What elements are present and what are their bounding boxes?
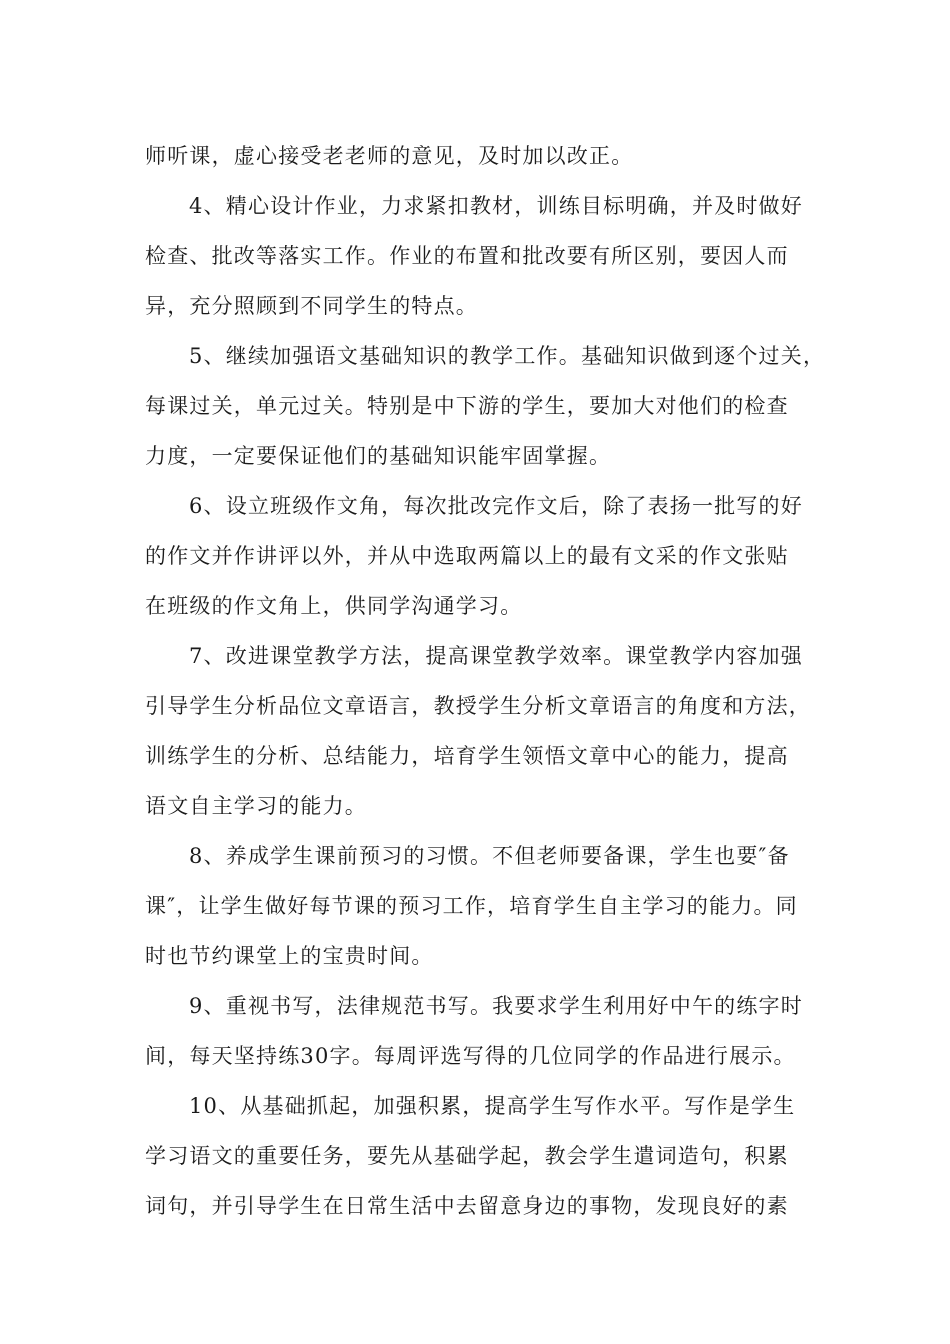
text-line-15: 8、养成学生课前预习的习惯。不但老师要备课，学生也要″备 <box>189 844 790 868</box>
text-line-7: 力度，一定要保证他们的基础知识能牢固掌握。 <box>145 444 612 468</box>
text-line-5: 5、继续加强语文基础知识的教学工作。基础知识做到逐个过关， <box>189 344 826 368</box>
text-line-18: 9、重视书写，法律规范书写。我要求学生利用好中午的练字时 <box>189 994 803 1018</box>
text-line-19: 间，每天坚持练30字。每周评选写得的几位同学的作品进行展示。 <box>145 1044 796 1068</box>
text-line-3: 检查、批改等落实工作。作业的布置和批改要有所区别，要因人而 <box>145 244 789 268</box>
body-text <box>145 131 825 1231</box>
text-line-1: 师听课，虚心接受老老师的意见，及时加以改正。 <box>145 144 634 168</box>
text-line-13: 训练学生的分析、总结能力，培育学生领悟文章中心的能力，提高 <box>145 744 789 768</box>
text-line-14: 语文自主学习的能力。 <box>145 794 367 818</box>
text-line-2: 4、精心设计作业，力求紧扣教材，训练目标明确，并及时做好 <box>189 194 803 218</box>
text-line-22: 词句，并引导学生在日常生活中去留意身边的事物，发现良好的素 <box>145 1194 789 1218</box>
text-line-10: 在班级的作文角上，供同学沟通学习。 <box>145 594 523 618</box>
text-line-9: 的作文并作讲评以外，并从中选取两篇以上的最有文采的作文张贴 <box>145 544 789 568</box>
text-line-16: 课″，让学生做好每节课的预习工作，培育学生自主学习的能力。同 <box>145 894 798 918</box>
text-line-8: 6、设立班级作文角，每次批改完作文后，除了表扬一批写的好 <box>189 494 803 518</box>
text-line-17: 时也节约课堂上的宝贵时间。 <box>145 944 434 968</box>
text-line-4: 异，充分照顾到不同学生的特点。 <box>145 294 478 318</box>
text-line-20: 10、从基础抓起，加强积累，提高学生写作水平。写作是学生 <box>189 1094 796 1118</box>
text-line-11: 7、改进课堂教学方法，提高课堂教学效率。课堂教学内容加强 <box>189 644 803 668</box>
text-line-6: 每课过关，单元过关。特别是中下游的学生，要加大对他们的检查 <box>145 394 789 418</box>
text-line-21: 学习语文的重要任务，要先从基础学起，教会学生遣词造句，积累 <box>145 1144 789 1168</box>
text-line-12: 引导学生分析品位文章语言，教授学生分析文章语言的角度和方法， <box>145 694 811 718</box>
